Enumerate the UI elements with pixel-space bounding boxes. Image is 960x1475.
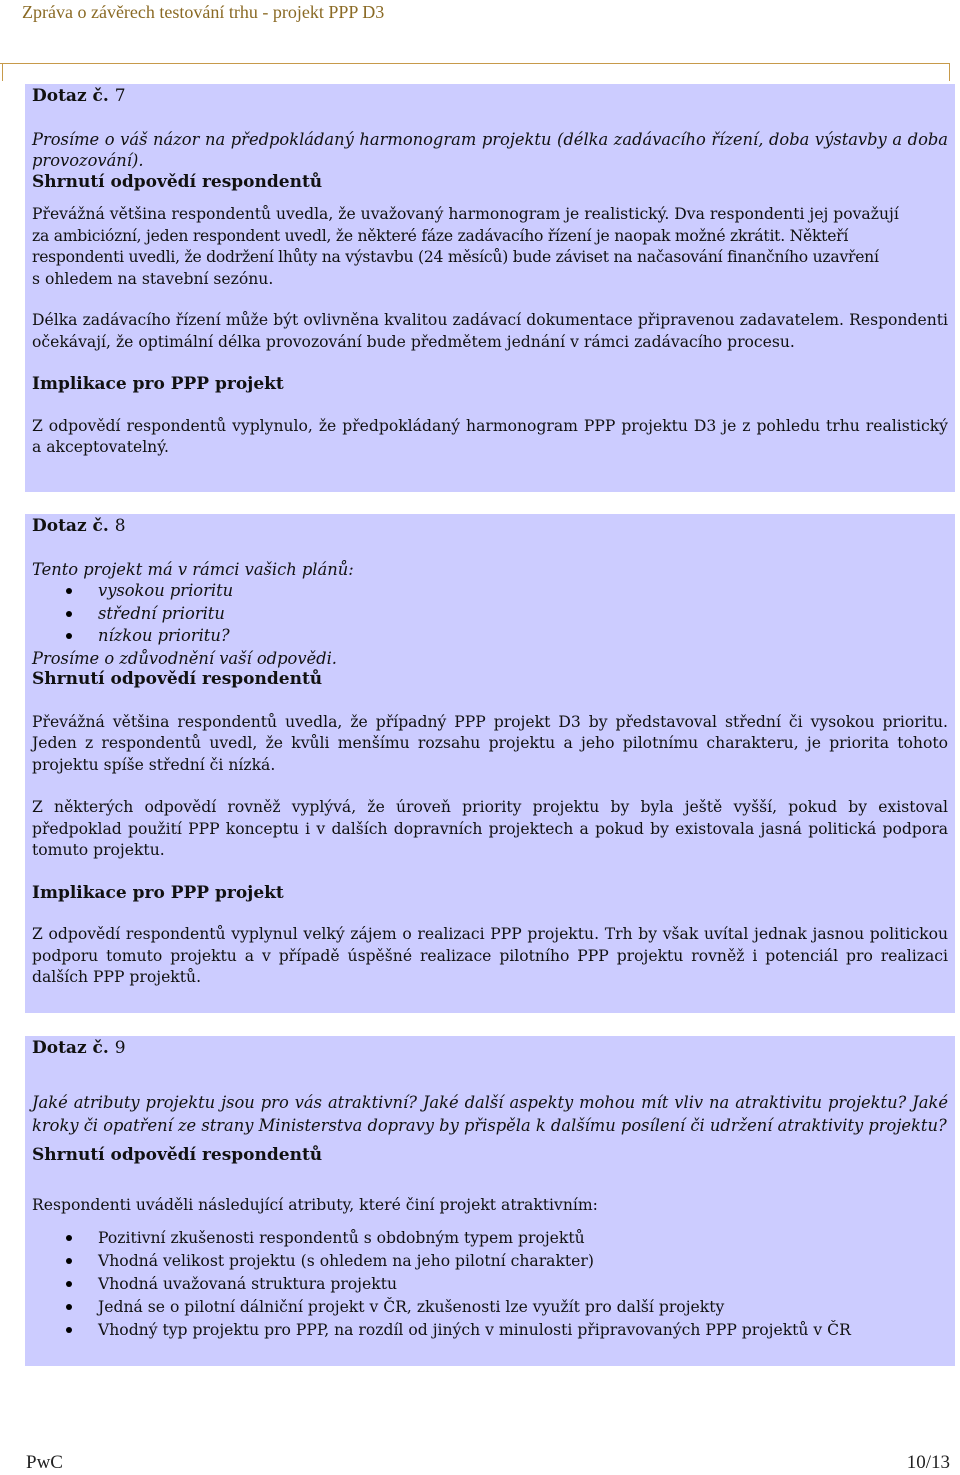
question-7-summary-paragraph-2: Délka zadávacího řízení může být ovlivněna kvalitou zadávací dokumentace připravenou zadavatelem. Respondenti očekávají, že optimální délka provozování bude předmětem jednání v rámci zadávacího procesu.	[32, 311, 948, 351]
question-8-text: Tento projekt má v rámci vašich plánů:	[32, 559, 354, 579]
question-9-summary-heading: Shrnutí odpovědí respondentů	[32, 1144, 323, 1165]
question-9-text: Jaké atributy projektu jsou pro vás atraktivní? Jaké další aspekty mohou mít vliv na atraktivitu projektu? Jaké kroky či opatření ze strany Ministerstva dopravy by přispěla k dalšímu posílení či udržení atraktivity projektu?	[32, 1092, 948, 1135]
question-7-block	[25, 84, 955, 492]
question-7-title: Dotaz č. 7	[32, 86, 126, 106]
question-9-title: Dotaz č. 9	[32, 1038, 126, 1058]
question-8-request: Prosíme o zdůvodnění vaší odpovědi.	[32, 648, 337, 668]
question-8-option: vysokou prioritu	[32, 580, 948, 603]
question-8-implication-text: Z odpovědí respondentů vyplynul velký zájem o realizaci PPP projektu. Trh by však uvítal jednak jasnou politickou podporu tomuto projektu a v případě úspěšné realizace pilotního PPP projektu rovněž i potenciál pro realizaci dalších PPP projektů.	[32, 925, 948, 986]
question-9-attribute: Vhodný typ projektu pro PPP, na rozdíl od jiných v minulosti připravovaných PPP projektů v ČR	[32, 1319, 948, 1342]
question-7-implication-text: Z odpovědí respondentů vyplynulo, že předpokládaný harmonogram PPP projektu D3 je z pohledu trhu realistický a akceptovatelný.	[32, 416, 948, 456]
header-corner-right	[949, 63, 950, 81]
footer-company: PwC	[26, 1452, 63, 1473]
page-header-title: Zpráva o závěrech testování trhu - projekt PPP D3	[22, 2, 385, 22]
question-8-option: střední prioritu	[32, 603, 948, 626]
question-9-attribute: Jedná se o pilotní dálniční projekt v ČR, zkušenosti lze využít pro další projekty	[32, 1296, 948, 1319]
question-9-block	[25, 1036, 955, 1366]
question-9-attribute-list	[32, 1227, 948, 1342]
question-8-summary-paragraph-2: Z některých odpovědí rovněž vyplývá, že úroveň priority projektu by byla ještě vyšší, pokud by existoval předpoklad použití PPP konceptu i v dalších dopravních projektech a pokud by existovala jasná politická podpora tomuto projektu.	[32, 798, 948, 859]
question-8-option: nízkou prioritu?	[32, 625, 948, 648]
question-7-implication-heading: Implikace pro PPP projekt	[32, 374, 284, 394]
question-7-summary-heading: Shrnutí odpovědí respondentů	[32, 171, 323, 192]
question-7-summary-paragraph-1: Převážná většina respondentů uvedla, že uvažovaný harmonogram je realistický. Dva respondenti jej považují za ambiciózní, jeden respondent uvedl, že některé fáze zadávacího řízení je naopak možné zkrátit. Někteří respondenti uvedli, že dodržení lhůty na výstavbu (24 měsíců) bude záviset na načasování finančního uzavření s ohledem na stavební sezónu.	[32, 205, 899, 288]
question-8-summary-heading: Shrnutí odpovědí respondentů	[32, 669, 323, 689]
question-9-summary-intro: Respondenti uváděli následující atributy, které činí projekt atraktivním:	[32, 1196, 598, 1214]
question-9-attribute: Pozitivní zkušenosti respondentů s obdobným typem projektů	[32, 1227, 948, 1250]
question-9-attribute: Vhodná uvažovaná struktura projektu	[32, 1273, 948, 1296]
question-8-title: Dotaz č. 8	[32, 516, 126, 536]
header-corner-left	[2, 63, 3, 81]
header-rule	[0, 63, 950, 64]
question-8-options	[32, 580, 948, 648]
question-8-summary-paragraph-1: Převážná většina respondentů uvedla, že případný PPP projekt D3 by představoval střední či vysokou prioritu. Jeden z respondentů uvedl, že kvůli menšímu rozsahu projektu a jeho pilotnímu charakteru, je priorita tohoto projektu spíše střední či nízká.	[32, 712, 948, 774]
question-9-attribute: Vhodná velikost projektu (s ohledem na jeho pilotní charakter)	[32, 1250, 948, 1273]
question-8-implication-heading: Implikace pro PPP projekt	[32, 882, 284, 903]
footer-page-number: 10/13	[906, 1452, 950, 1473]
question-7-text: Prosíme o váš názor na předpokládaný harmonogram projektu (délka zadávacího řízení, doba výstavby a doba provozování).	[32, 129, 948, 170]
question-8-block	[25, 514, 955, 1013]
